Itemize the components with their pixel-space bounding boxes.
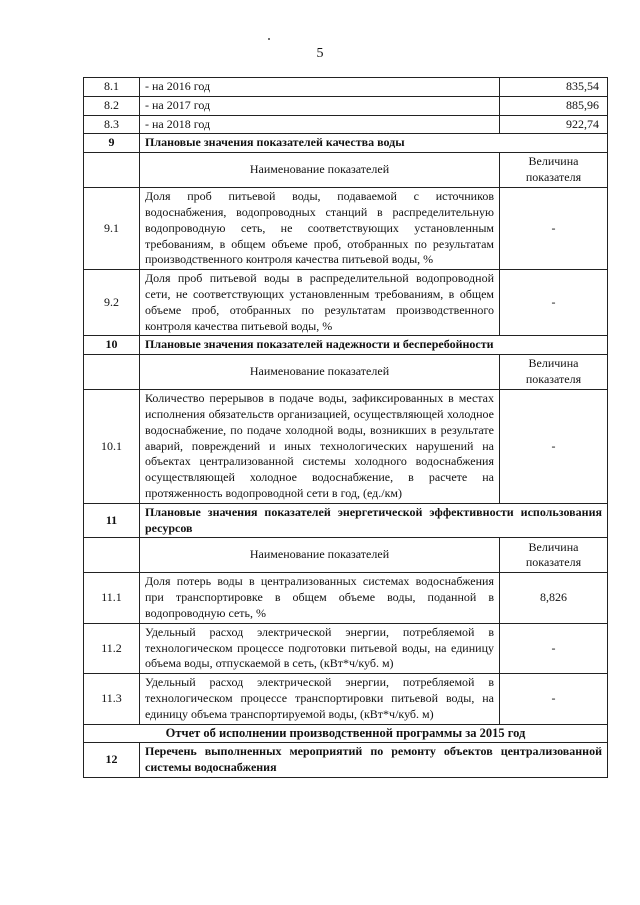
- section-header-row: [84, 503, 608, 538]
- table-row: [84, 623, 608, 673]
- section-number: 9: [84, 134, 140, 153]
- section-title: Плановые значения показателей качества воды: [140, 134, 608, 153]
- page-number: 5: [316, 46, 324, 61]
- section-number: 12: [84, 743, 140, 778]
- row-value: 922,74: [500, 115, 608, 134]
- row-text: Доля проб питьевой воды, подаваемой с источников водоснабжения, водопроводных станций в распределительную водопроводную сеть, не соответствующих установленным требованиям, в общем объеме проб, отобранных по результатам производственного контроля качества питьевой воды, %: [140, 188, 500, 270]
- row-number: 9.1: [84, 188, 140, 270]
- row-label: - на 2017 год: [140, 96, 500, 115]
- row-value: -: [500, 390, 608, 504]
- column-header-row: [84, 153, 608, 188]
- row-value: -: [500, 270, 608, 336]
- column-header-value: Величина показателя: [500, 538, 608, 573]
- row-label: - на 2016 год: [140, 78, 500, 97]
- row-label: - на 2018 год: [140, 115, 500, 134]
- table-row: [84, 96, 608, 115]
- column-header-value: Величина показателя: [500, 355, 608, 390]
- row-value: -: [500, 623, 608, 673]
- row-value: 885,96: [500, 96, 608, 115]
- section-title: Плановые значения показателей надежности и бесперебойности: [140, 336, 608, 355]
- column-header-row: [84, 355, 608, 390]
- row-value: 835,54: [500, 78, 608, 97]
- row-text: Доля потерь воды в централизованных системах водоснабжения при транспортировке в общем объеме воды, поданной в водопроводную сеть, %: [140, 573, 500, 623]
- section-header-row: [84, 134, 608, 153]
- row-value: -: [500, 188, 608, 270]
- section-title: Плановые значения показателей энергетической эффективности использования ресурсов: [140, 503, 608, 538]
- report-title-row: [84, 724, 608, 743]
- row-text: Удельный расход электрической энергии, потребляемой в технологическом процессе подготовки питьевой воды, на единицу объема воды, отпускаемой в сеть, (кВт*ч/куб. м): [140, 623, 500, 673]
- column-header-row: [84, 538, 608, 573]
- table-row: [84, 573, 608, 623]
- row-value: 8,826: [500, 573, 608, 623]
- row-text: Количество перерывов в подаче воды, зафиксированных в местах исполнения обязательств организацией, осуществляющей холодное водоснабжение, по подаче холодной воды, возникших в результате аварий, повреждений и иных технологических нарушений на объектах централизованной системы холодного водоснабжения осуществляющей холодное водоснабжение, в расчете на протяженность водопроводной сети в год, (ед./км): [140, 390, 500, 504]
- section-number: 11: [84, 503, 140, 538]
- row-text: Удельный расход электрической энергии, потребляемой в технологическом процессе транспортировки питьевой воды, на единицу объема транспортируемой воды, (кВт*ч/куб. м): [140, 674, 500, 724]
- section-header-row: [84, 336, 608, 355]
- empty-cell: [84, 153, 140, 188]
- scan-speck: [268, 38, 270, 40]
- empty-cell: [84, 538, 140, 573]
- row-number: 11.1: [84, 573, 140, 623]
- column-header-name: Наименование показателей: [140, 355, 500, 390]
- row-number: 11.2: [84, 623, 140, 673]
- table-row: [84, 270, 608, 336]
- indicators-table: [83, 77, 608, 778]
- section-header-row: [84, 743, 608, 778]
- empty-cell: [84, 355, 140, 390]
- table-row: [84, 115, 608, 134]
- row-number: 11.3: [84, 674, 140, 724]
- row-number: 8.3: [84, 115, 140, 134]
- table-row: [84, 390, 608, 504]
- column-header-name: Наименование показателей: [140, 538, 500, 573]
- table-row: [84, 78, 608, 97]
- column-header-name: Наименование показателей: [140, 153, 500, 188]
- row-number: 9.2: [84, 270, 140, 336]
- section-title: Перечень выполненных мероприятий по ремонту объектов централизованной системы водоснабжения: [140, 743, 608, 778]
- row-text: Доля проб питьевой воды в распределительной водопроводной сети, не соответствующих установленным требованиям, в общем объеме проб, отобранных по результатам производственного контроля качества питьевой воды, %: [140, 270, 500, 336]
- row-number: 8.2: [84, 96, 140, 115]
- row-number: 10.1: [84, 390, 140, 504]
- column-header-value: Величина показателя: [500, 153, 608, 188]
- row-number: 8.1: [84, 78, 140, 97]
- report-title: Отчет об исполнении производственной программы за 2015 год: [84, 724, 608, 743]
- section-number: 10: [84, 336, 140, 355]
- table-row: [84, 674, 608, 724]
- row-value: -: [500, 674, 608, 724]
- table-row: [84, 188, 608, 270]
